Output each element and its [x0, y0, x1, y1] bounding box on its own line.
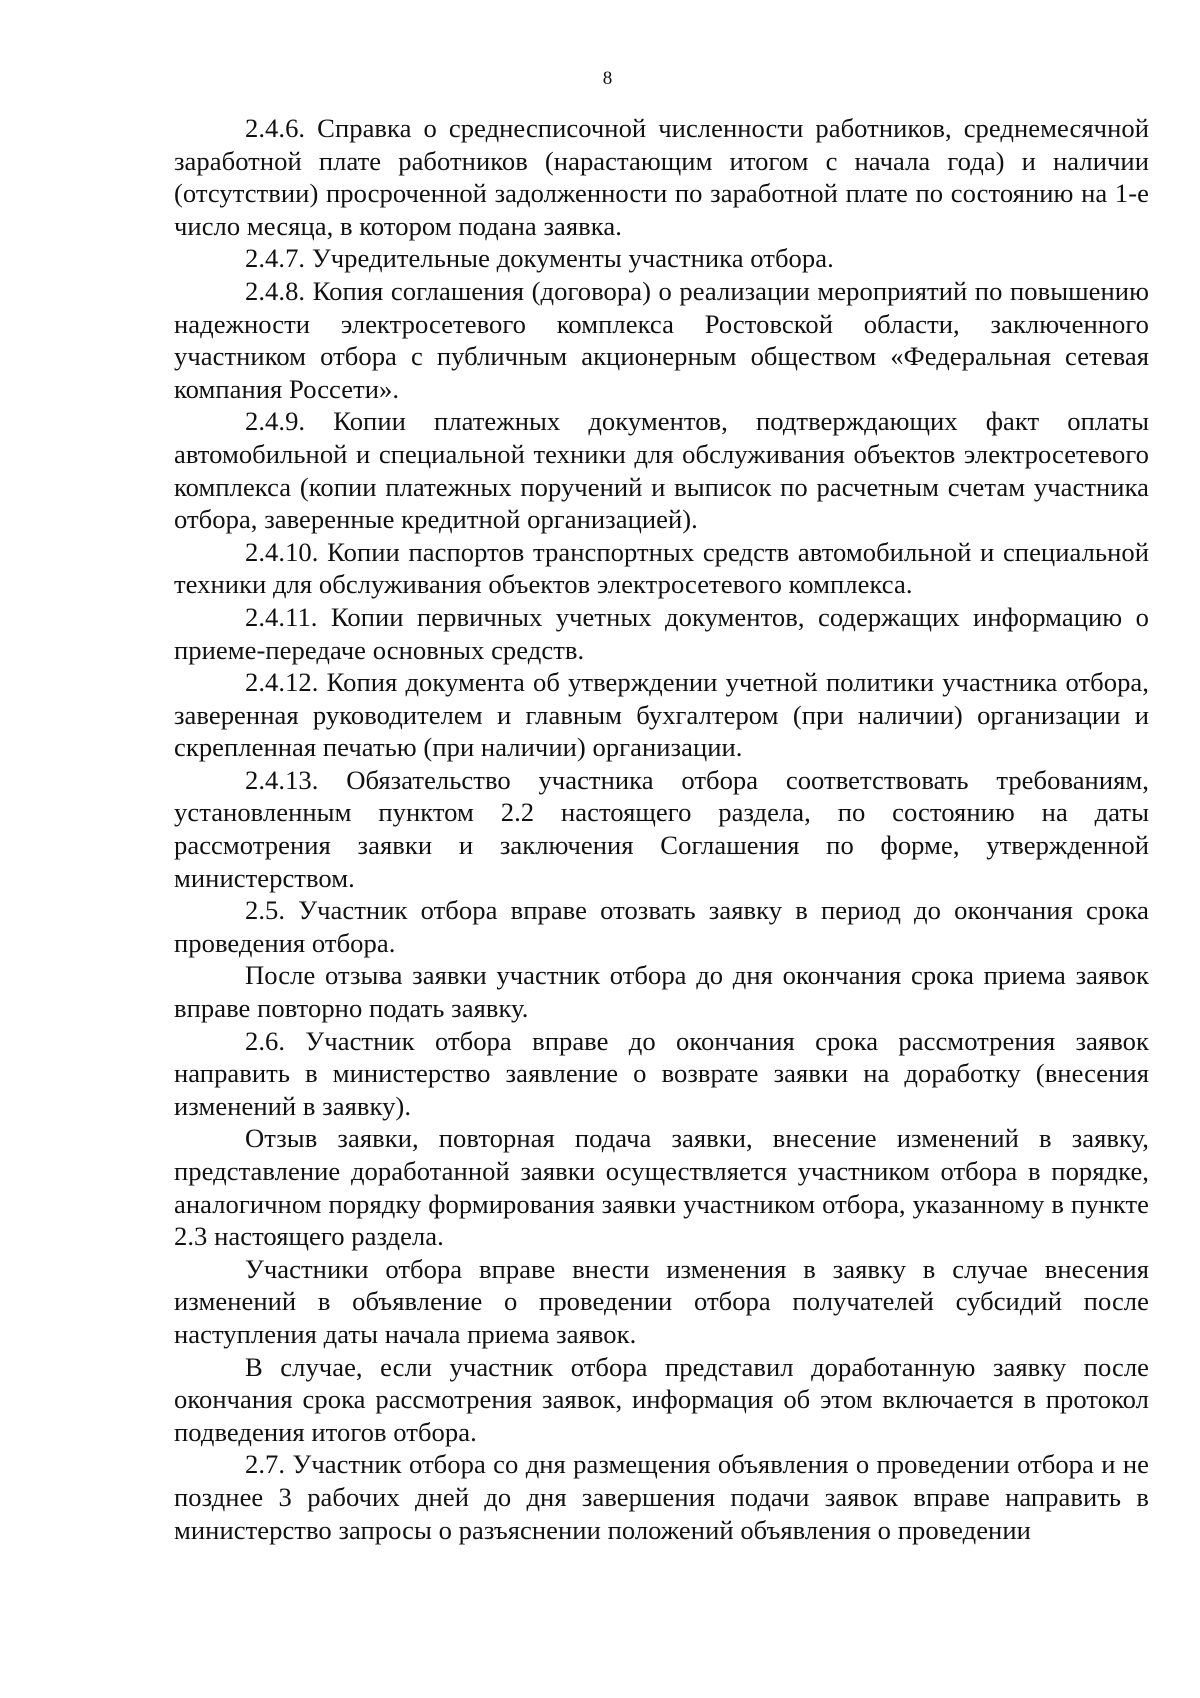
- paragraph-2-4-10: 2.4.10. Копии паспортов транспортных средств автомобильной и специальной техники для обслуживания объектов электросетевого комплекса.: [174, 536, 1149, 600]
- paragraph-revision-procedure: Отзыв заявки, повторная подача заявки, внесение изменений в заявку, представление доработанной заявки осуществляется участником отбора в порядке, аналогичном порядку формирования заявки участником отбора, указанному в пункте 2.3 настоящего раздела.: [174, 1123, 1149, 1252]
- paragraph-withdrawal-resubmission: После отзыва заявки участник отбора до дня окончания срока приема заявок вправе повторно подать заявку.: [174, 960, 1149, 1024]
- paragraph-2-4-13: 2.4.13. Обязательство участника отбора соответствовать требованиям, установленным пунктом 2.2 настоящего раздела, по состоянию на даты рассмотрения заявки и заключения Соглашения по форме, утвержденной министерством.: [174, 764, 1149, 893]
- document-body: [174, 112, 1149, 1546]
- paragraph-2-4-7: 2.4.7. Учредительные документы участника отбора.: [245, 243, 834, 274]
- paragraph-2-7: 2.7. Участник отбора со дня размещения объявления о проведении отбора и не позднее 3 рабочих дней до дня завершения подачи заявок вправе направить в министерство запросы о разъяснении положений объявления о проведении: [174, 1449, 1149, 1545]
- paragraph-2-6: 2.6. Участник отбора вправе до окончания срока рассмотрения заявок направить в министерство заявление о возврате заявки на доработку (внесения изменений в заявку).: [174, 1025, 1149, 1121]
- paragraph-2-5: 2.5. Участник отбора вправе отозвать заявку в период до окончания срока проведения отбора.: [174, 895, 1149, 958]
- paragraph-2-4-11: 2.4.11. Копии первичных учетных документов, содержащих информацию о приеме-передаче основных средств.: [174, 601, 1149, 665]
- page-number: 8: [602, 68, 613, 89]
- paragraph-changes-after-announcement: Участники отбора вправе внести изменения в заявку в случае внесения изменений в объявление о проведении отбора получателей субсидий после наступления даты начала приема заявок.: [174, 1253, 1149, 1349]
- paragraph-2-4-6: 2.4.6. Справка о среднесписочной численности работников, среднемесячной заработной плате работников (нарастающим итогом с начала года) и наличии (отсутствии) просроченной задолженности по заработной плате по состоянию на 1-е число месяца, в котором подана заявка.: [174, 113, 1149, 241]
- paragraph-2-4-9: 2.4.9. Копии платежных документов, подтверждающих факт оплаты автомобильной и специальной техники для обслуживания объектов электросетевого комплекса (копии платежных поручений и выписок по расчетным счетам участника отбора, заверенные кредитной организацией).: [174, 406, 1149, 535]
- paragraph-2-4-12: 2.4.12. Копия документа об утверждении учетной политики участника отбора, заверенная руководителем и главным бухгалтером (при наличии) организации и скрепленная печатью (при наличии) организации.: [174, 667, 1149, 763]
- paragraph-2-4-8: 2.4.8. Копия соглашения (договора) о реализации мероприятий по повышению надежности электросетевого комплекса Ростовской области, заключенного участником отбора с публичным акционерным обществом «Федеральная сетевая компания Россети».: [174, 275, 1149, 404]
- paragraph-late-revision: В случае, если участник отбора представил доработанную заявку после окончания срока рассмотрения заявок, информация об этом включается в протокол подведения итогов отбора.: [174, 1351, 1149, 1447]
